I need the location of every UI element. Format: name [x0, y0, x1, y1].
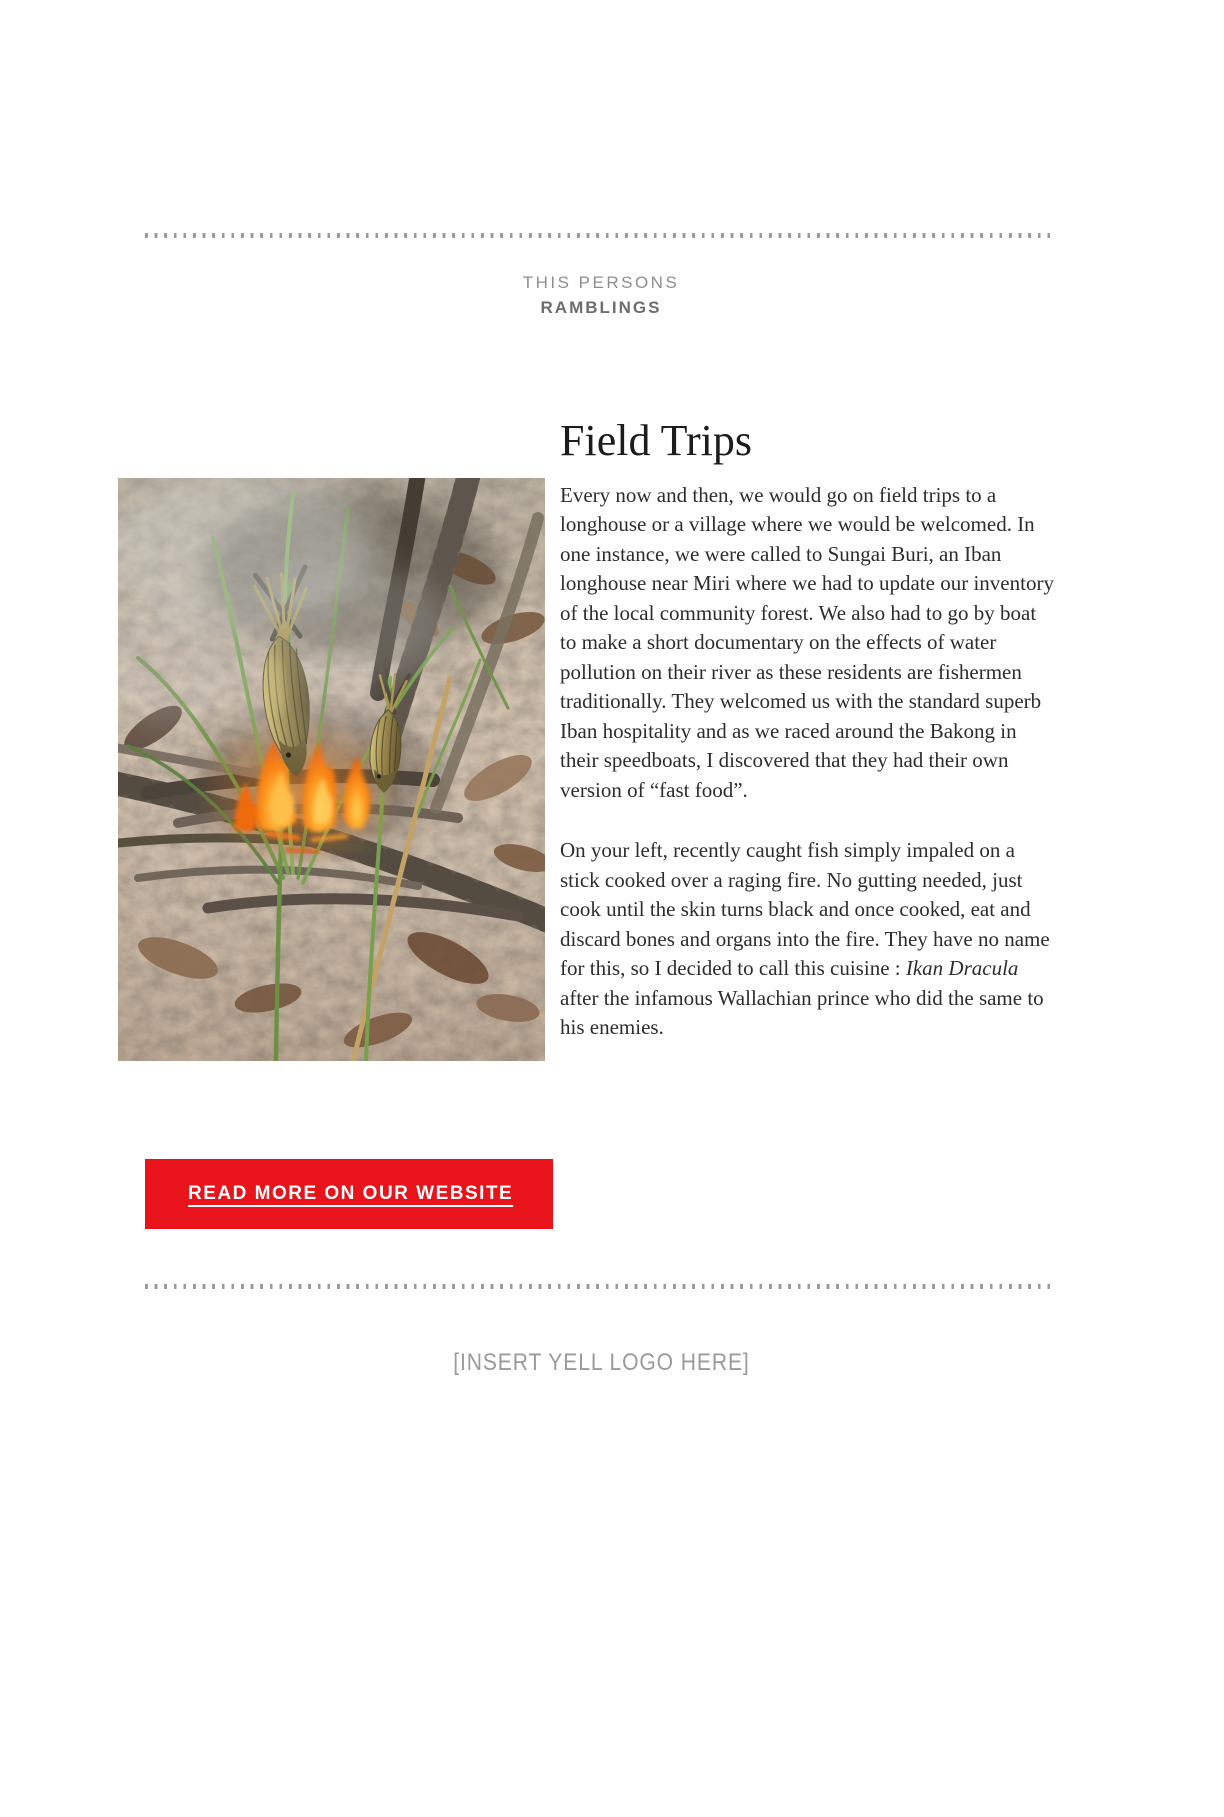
article-paragraph-1: Every now and then, we would go on field trips to a longhouse or a village where we would be welcomed. In one instance, we were called to Sungai Buri, an Iban longhouse near Miri where we had to update our inventory of the local community forest. We also had to go by boat to make a short documentary on the effects of water pollution on their river as these residents are fishermen traditionally. They welcomed us with the standard superb Iban hospitality and as we raced around the Bakong in their speedboats, I discovered that they had their own version of “fast food”. — [560, 482, 1054, 802]
top-dotted-divider — [145, 233, 1057, 238]
footer-logo-placeholder — [145, 1349, 1057, 1377]
footer-logo-placeholder-text: [INSERT YELL LOGO HERE] — [452, 1348, 750, 1376]
article-title: Field Trips — [560, 416, 752, 466]
fish-over-fire-photo-illustration — [118, 478, 545, 1061]
read-more-button-label: READ MORE ON OUR WEBSITE — [188, 1182, 514, 1204]
paragraph-2-cuisine-name: Ikan Dracula — [905, 956, 1019, 981]
masthead-line-2: RAMBLINGS — [540, 297, 662, 317]
bottom-dotted-divider — [145, 1284, 1057, 1289]
paragraph-2-text-end: after the infamous Wallachian prince who did the same to his enemies. — [560, 985, 1044, 1040]
paragraph-2-text: On your left, recently caught fish simply impaled on a stick cooked over a raging fire. No gutting needed, just cook until the skin turns black and once cooked, eat and discard bones and organs into the fire. They have no name for this, so I decided to call this cuisine : — [560, 838, 1050, 981]
article — [145, 416, 1057, 1074]
content-container — [145, 233, 1057, 1377]
newsletter-page — [0, 233, 1224, 1817]
masthead — [145, 271, 1057, 320]
masthead-line-1: THIS PERSONS — [522, 273, 680, 292]
read-more-button[interactable] — [145, 1159, 553, 1229]
article-photo-fish-fire — [118, 478, 545, 1061]
